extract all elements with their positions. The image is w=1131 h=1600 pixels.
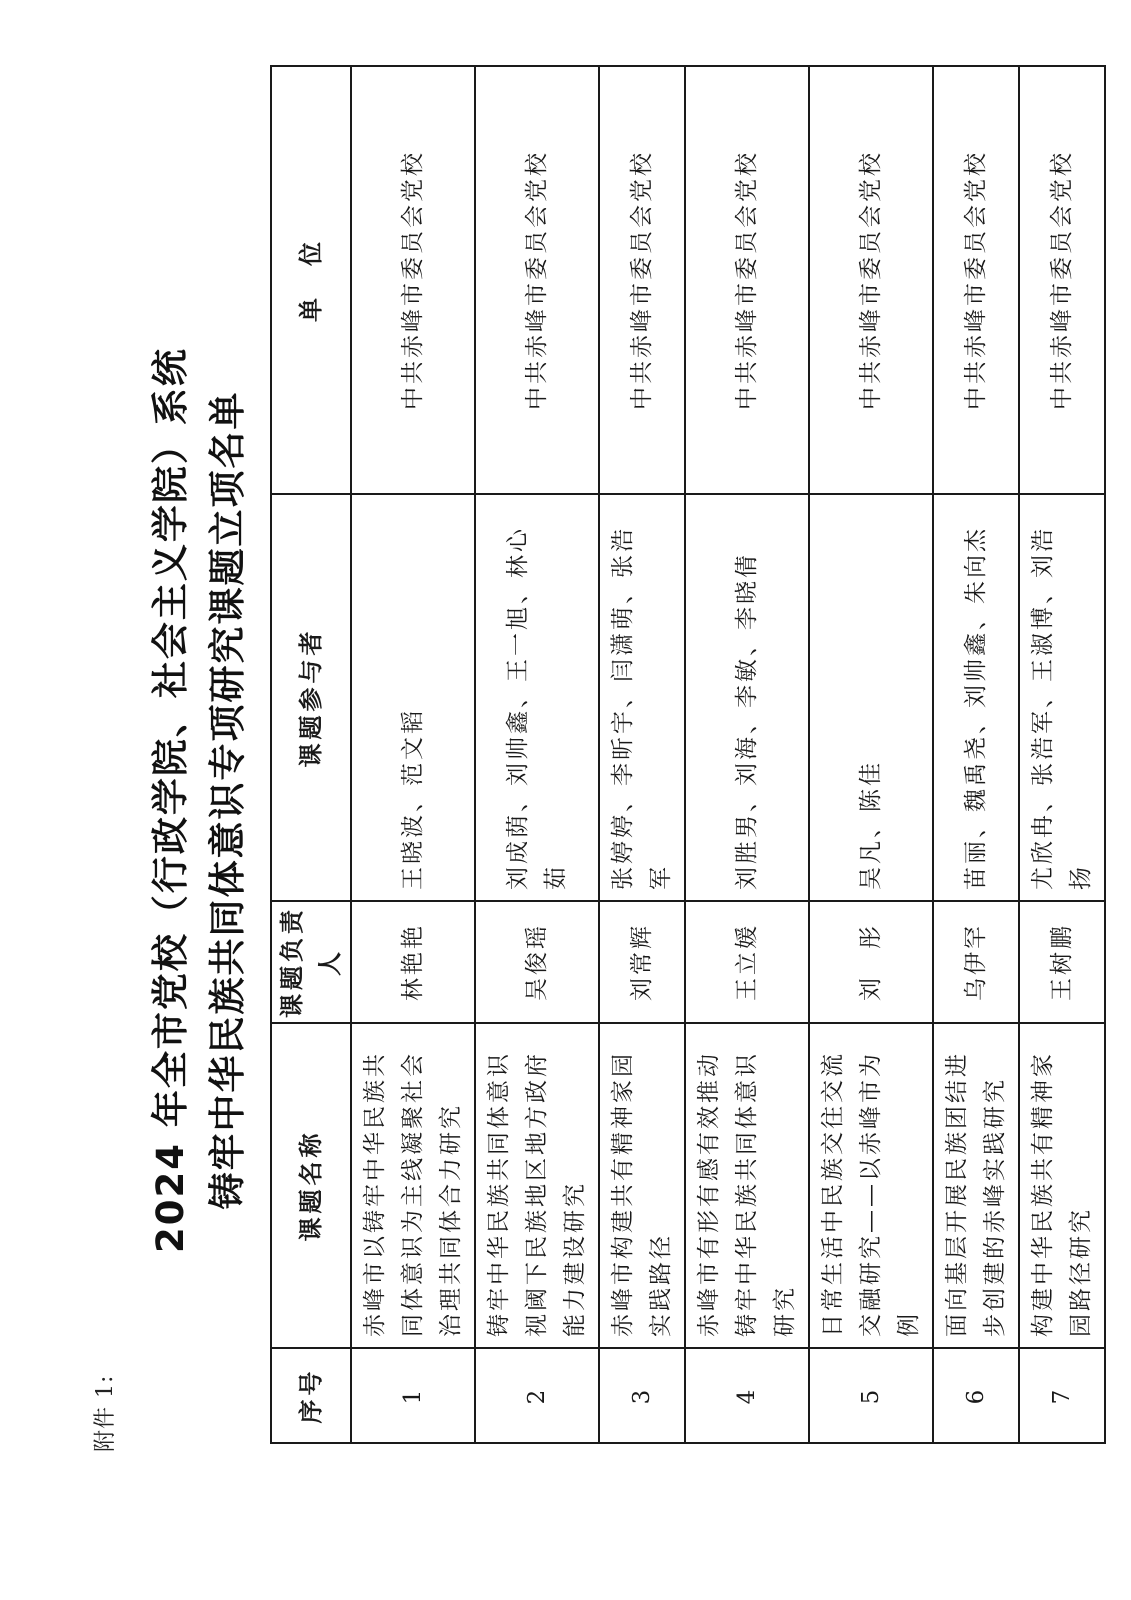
cell-name: 构建中华民族共有精神家园路径研究 [1019,1023,1105,1348]
table-row [933,66,1019,1443]
cell-members: 王晓波、范文韬 [351,494,475,901]
cell-members: 苗丽、魏禹尧、刘帅鑫、朱向杰 [933,494,1019,901]
table-row [1019,66,1105,1443]
table-header-row [271,66,351,1443]
cell-leader: 乌伊罕 [933,901,1019,1023]
cell-leader: 刘 彤 [809,901,933,1023]
cell-leader: 林艳艳 [351,901,475,1023]
cell-unit: 中共赤峰市委员会党校 [1019,66,1105,494]
cell-unit: 中共赤峰市委员会党校 [475,66,599,494]
cell-name: 赤峰市构建共有精神家园实践路径 [599,1023,685,1348]
cell-no: 7 [1019,1348,1105,1443]
header-no: 序号 [271,1348,351,1443]
cell-name: 日常生活中民族交往交流交融研究——以赤峰市为例 [809,1023,933,1348]
table-row [685,66,809,1443]
cell-members: 刘成荫、刘帅鑫、王一旭、林心茹 [475,494,599,901]
cell-members: 尤欣冉、张浩军、王淑博、刘浩扬 [1019,494,1105,901]
cell-unit: 中共赤峰市委员会党校 [685,66,809,494]
cell-no: 2 [475,1348,599,1443]
document-title-line-2: 铸牢中华民族共同体意识专项研究课题立项名单 [206,390,249,1210]
header-name: 课题名称 [271,1023,351,1348]
cell-no: 3 [599,1348,685,1443]
cell-members: 刘胜男、刘海、李敏、李晓倩 [685,494,809,901]
cell-leader: 刘常辉 [599,901,685,1023]
cell-no: 6 [933,1348,1019,1443]
cell-name: 赤峰市以铸牢中华民族共同体意识为主线凝聚社会治理共同体合力研究 [351,1023,475,1348]
cell-no: 1 [351,1348,475,1443]
document-title-line-1: 2024 年全市党校（行政学院、社会主义学院）系统 [149,347,192,1253]
cell-members: 吴凡、陈佳 [809,494,933,901]
cell-name: 面向基层开展民族团结进步创建的赤峰实践研究 [933,1023,1019,1348]
cell-leader: 王树鹏 [1019,901,1105,1023]
header-unit: 单 位 [271,66,351,494]
cell-leader: 吴俊瑶 [475,901,599,1023]
table-row [599,66,685,1443]
table-row [351,66,475,1443]
table-row [809,66,933,1443]
cell-members: 张婷婷、李昕宇、闫潇萌、张浩军 [599,494,685,901]
cell-name: 铸牢中华民族共同体意识视阈下民族地区地方政府能力建设研究 [475,1023,599,1348]
cell-name: 赤峰市有形有感有效推动铸牢中华民族共同体意识研究 [685,1023,809,1348]
table-row [475,66,599,1443]
cell-no: 5 [809,1348,933,1443]
cell-unit: 中共赤峰市委员会党校 [351,66,475,494]
cell-unit: 中共赤峰市委员会党校 [933,66,1019,494]
project-list-table [270,65,1106,1444]
cell-unit: 中共赤峰市委员会党校 [809,66,933,494]
annex-label: 附件 1: [93,1374,118,1452]
header-members: 课题参与者 [271,494,351,901]
cell-unit: 中共赤峰市委员会党校 [599,66,685,494]
cell-leader: 王立媛 [685,901,809,1023]
cell-no: 4 [685,1348,809,1443]
header-leader: 课题负责人 [271,901,351,1023]
